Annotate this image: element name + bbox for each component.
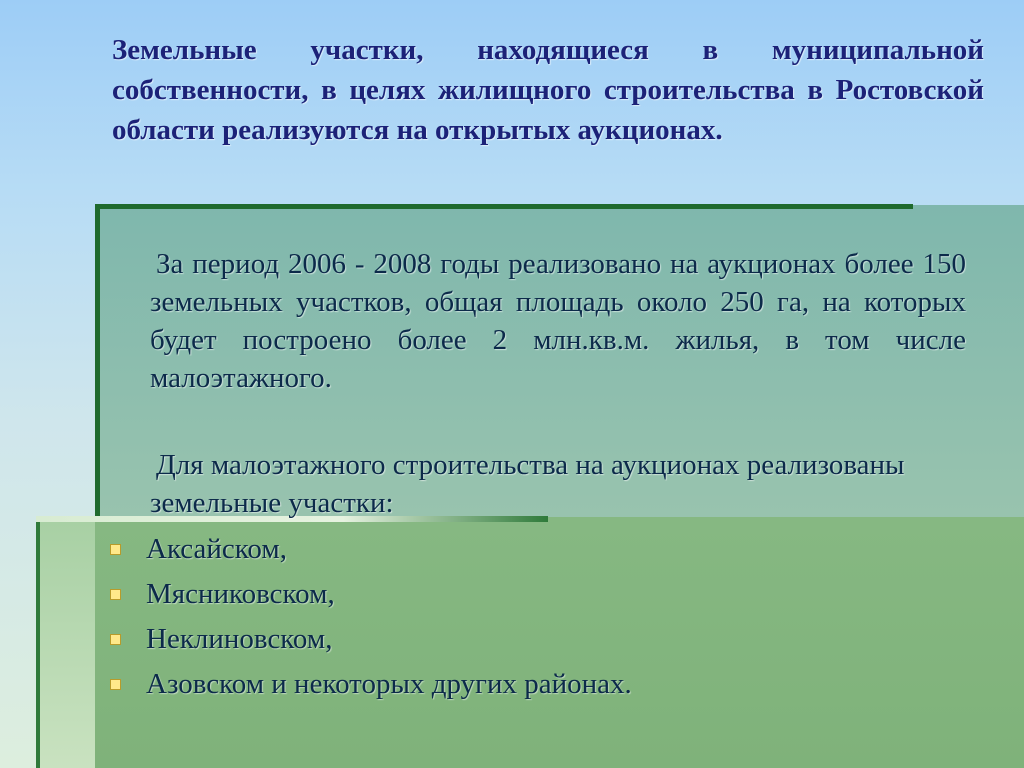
paragraph-low-rise xyxy=(150,446,966,522)
list-item xyxy=(110,527,632,572)
list-item xyxy=(110,572,632,617)
list-item-text: Неклиновском, xyxy=(146,623,333,655)
list-item xyxy=(110,662,632,707)
list-item xyxy=(110,617,632,662)
square-bullet-icon xyxy=(110,589,121,600)
district-list xyxy=(110,527,632,707)
paragraph-low-rise-text: Для малоэтажного строительства на аукционах реализованы земельные участки: xyxy=(150,449,905,519)
paragraph-auction-results-text: За период 2006 - 2008 годы реализовано на аукционах более 150 земельных участков, общая площадь около 250 га, на которых будет построено более 2 млн.кв.м. жилья, в том числе малоэтажного. xyxy=(150,248,966,394)
lower-panel-left-strip xyxy=(40,522,95,768)
square-bullet-icon xyxy=(110,544,121,555)
paragraph-auction-results xyxy=(150,245,966,397)
square-bullet-icon xyxy=(110,634,121,645)
slide-title: Земельные участки, находящиеся в муниципальной собственности, в целях жилищного строительства в Ростовской области реализуются на открытых аукционах. xyxy=(112,34,984,146)
upper-panel-top-border xyxy=(95,204,913,209)
square-bullet-icon xyxy=(110,679,121,690)
list-item-text: Аксайском, xyxy=(146,533,287,565)
list-item-text: Азовском и некоторых других районах. xyxy=(146,668,632,700)
list-item-text: Мясниковском, xyxy=(146,578,335,610)
